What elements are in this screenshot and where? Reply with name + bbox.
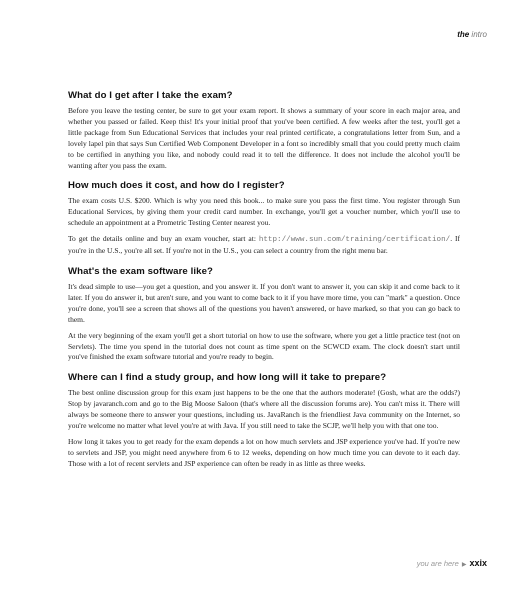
paragraph: Before you leave the testing center, be sure to get your exam report. It shows a summary of your score in each major area, and whether you passed or failed. Keep this! It's your initial proof that you've been certified. A few weeks after the test, you'll get a little package from Sun Educational Services that includes your real printed certificate, a congratulations letter from Sun, and a lovely lapel pin that says Sun Certified Web Component Developer in a font so incredibly small that you could pretty much claim to be certified in anything you like, and nobody could read it to tell the difference. It does not include the alcohol you'll be wanting after you pass the exam. — [68, 106, 460, 170]
paragraph: The best online discussion group for this exam just happens to be the one that the authors moderate! (Gosh, what are the odds?) Stop by javaranch.com and go to the Big Moose Saloon (that's where all the discussion forums are). You can't miss it. There will always be someone there to answer your questions, including us. JavaRanch is the friendliest Java community on the Internet, so you're welcome no matter what level you're at with Java. If you still need to take the SCJP, we'll help you with that one too. — [68, 388, 460, 431]
paragraph-with-link — [68, 234, 460, 257]
section-heading: What's the exam software like? — [68, 265, 213, 277]
section-cost-register — [68, 180, 460, 257]
section-exam-results — [68, 90, 460, 171]
footer-you-are-here: you are here — [416, 559, 459, 568]
page-number: xxix — [469, 558, 487, 568]
section-heading: How much does it cost, and how do I register? — [68, 180, 285, 192]
paragraph: At the very beginning of the exam you'll get a short tutorial on how to use the software, where you get a little practice test (not on Servlets). The time you spend in the tutorial does not count as time spent on the SCWCD exam. The clock doesn't start until you've finished the exam software tutorial and you're ready to begin. — [68, 330, 460, 362]
section-exam-software — [68, 266, 460, 363]
section-heading: Where can I find a study group, and how long will it take to prepare? — [68, 372, 387, 384]
paragraph: How long it takes you to get ready for the exam depends a lot on how much servlets and JSP experience you've had. If you're new to servlets and JSP, you might need anywhere from 6 to 12 weeks, depending on how much time you can devote to it each day. Those with a lot of recent servlets and JSP experience can often be ready in as little as three weeks. — [68, 436, 460, 468]
header-bold: the — [457, 30, 470, 39]
header-rest: intro — [469, 30, 487, 39]
page-footer — [417, 558, 487, 568]
page-content — [68, 90, 460, 479]
certification-url-link[interactable]: http://www.sun.com/training/certification/ — [258, 236, 451, 245]
paragraph: It's dead simple to use—you get a question, and you answer it. If you don't want to answer it, you can skip it and come back to it later. If you do answer it, but aren't sure, and you want to come back to it if you have more time, you can "mark" a question. Once you're done, you'll see a screen that shows all of the questions you haven't answered, or have marked, so that you can go back to them. — [68, 281, 460, 324]
section-heading: What do I get after I take the exam? — [68, 90, 233, 101]
link-lead-text: To get the details online and buy an exam voucher, start at: — [68, 234, 259, 244]
link-trailing-text: . If you're in the U.S., you're all set. If you're not in the U.S., you can select a country from the right menu bar. — [68, 234, 460, 256]
arrow-right-icon: ▶ — [461, 562, 467, 568]
running-header — [457, 30, 487, 39]
paragraph: The exam costs U.S. $200. Which is why you need this book... to make sure you pass the first time. You register through Sun Educational Services, by giving them your credit card number. In exchange, you'll get a voucher number, which you'll use to schedule an appointment at a Prometric Testing Center nearest you. — [68, 196, 460, 228]
section-study-group — [68, 372, 460, 469]
